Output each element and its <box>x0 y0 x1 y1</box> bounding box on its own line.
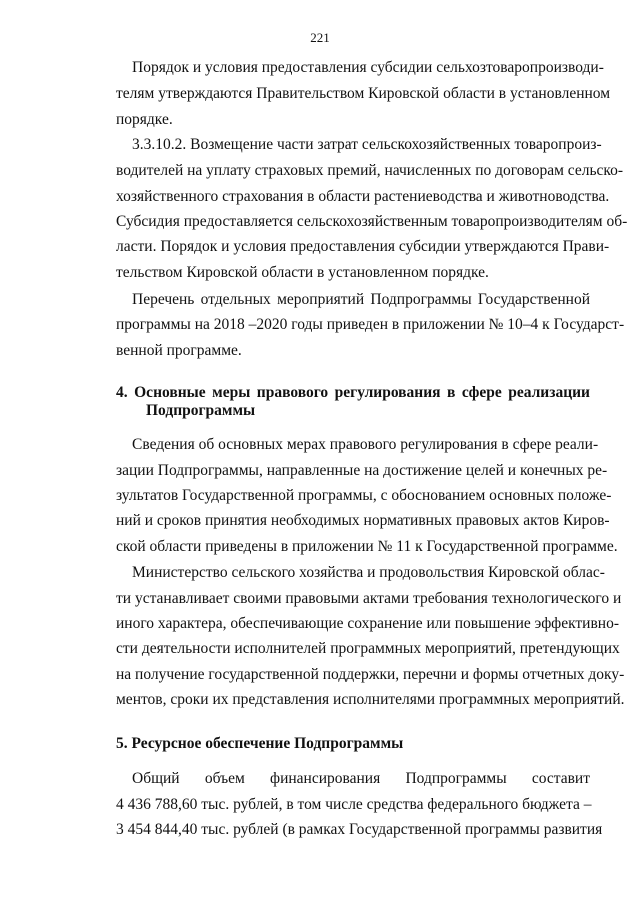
paragraph-5-line: Министерство сельского хозяйства и продовольствия Кировской облас- <box>132 564 605 581</box>
paragraph-4-line: зультатов Государственной программы, с обоснованием основных положе- <box>116 487 612 504</box>
paragraph-2-line: водителей на уплату страховых премий, начисленных по договорам сельско- <box>116 162 624 179</box>
section-4-heading: 4. Основные меры правового регулирования в сфере реализации <box>116 384 590 401</box>
paragraph-1-line: Порядок и условия предоставления субсидии сельхозтоваропроизводи- <box>132 59 604 76</box>
paragraph-2-line: 3.3.10.2. Возмещение части затрат сельскохозяйственных товаропроиз- <box>132 136 602 153</box>
paragraph-1-line: телям утверждаются Правительством Кировской области в установленном <box>116 85 611 102</box>
paragraph-6-line: 4 436 788,60 тыс. рублей, в том числе средства федерального бюджета – <box>116 796 592 813</box>
paragraph-3-line: программы на 2018 –2020 годы приведен в приложении № 10–4 к Государст- <box>116 316 625 333</box>
paragraph-4-line: зации Подпрограммы, направленные на достижение целей и конечных ре- <box>116 462 608 479</box>
paragraph-2-line: Субсидия предоставляется сельскохозяйственным товаропроизводителям об- <box>116 213 628 230</box>
paragraph-5-line: ментов, сроки их представления исполнителями программных мероприятий. <box>116 691 625 708</box>
paragraph-2-line: тельством Кировской области в установленном порядке. <box>116 264 489 281</box>
paragraph-6-line: Общий объем финансирования Подпрограммы составит <box>132 770 590 787</box>
paragraph-5-line: на получение государственной поддержки, перечни и формы отчетных доку- <box>116 666 625 683</box>
paragraph-2-line: ласти. Порядок и условия предоставления субсидии утверждаются Прави- <box>116 238 610 255</box>
section-4-heading-cont: Подпрограммы <box>146 402 256 419</box>
paragraph-4-line: Сведения об основных мерах правового регулирования в сфере реали- <box>132 436 599 453</box>
paragraph-5-line: ти устанавливает своими правовыми актами требования технологического и <box>116 590 622 607</box>
paragraph-4-line: ской области приведены в приложении № 11 к Государственной программе. <box>116 538 618 555</box>
paragraph-5-line: сти деятельности исполнителей программных мероприятий, претендующих <box>116 640 620 657</box>
paragraph-6-line: 3 454 844,40 тыс. рублей (в рамках Государственной программы развития <box>116 821 603 838</box>
section-5-heading: 5. Ресурсное обеспечение Подпрограммы <box>116 735 404 752</box>
paragraph-5-line: иного характера, обеспечивающие сохранение или повышение эффективно- <box>116 615 620 632</box>
paragraph-4-line: ний и сроков принятия необходимых нормативных правовых актов Киров- <box>116 512 610 529</box>
paragraph-2-line: хозяйственного страхования в области растениеводства и животноводства. <box>116 188 610 205</box>
paragraph-1-line: порядке. <box>116 111 173 128</box>
paragraph-3-line: Перечень отдельных мероприятий Подпрограммы Государственной <box>132 291 590 308</box>
page-number: 221 <box>310 30 330 45</box>
paragraph-3-line: венной программе. <box>116 342 242 359</box>
